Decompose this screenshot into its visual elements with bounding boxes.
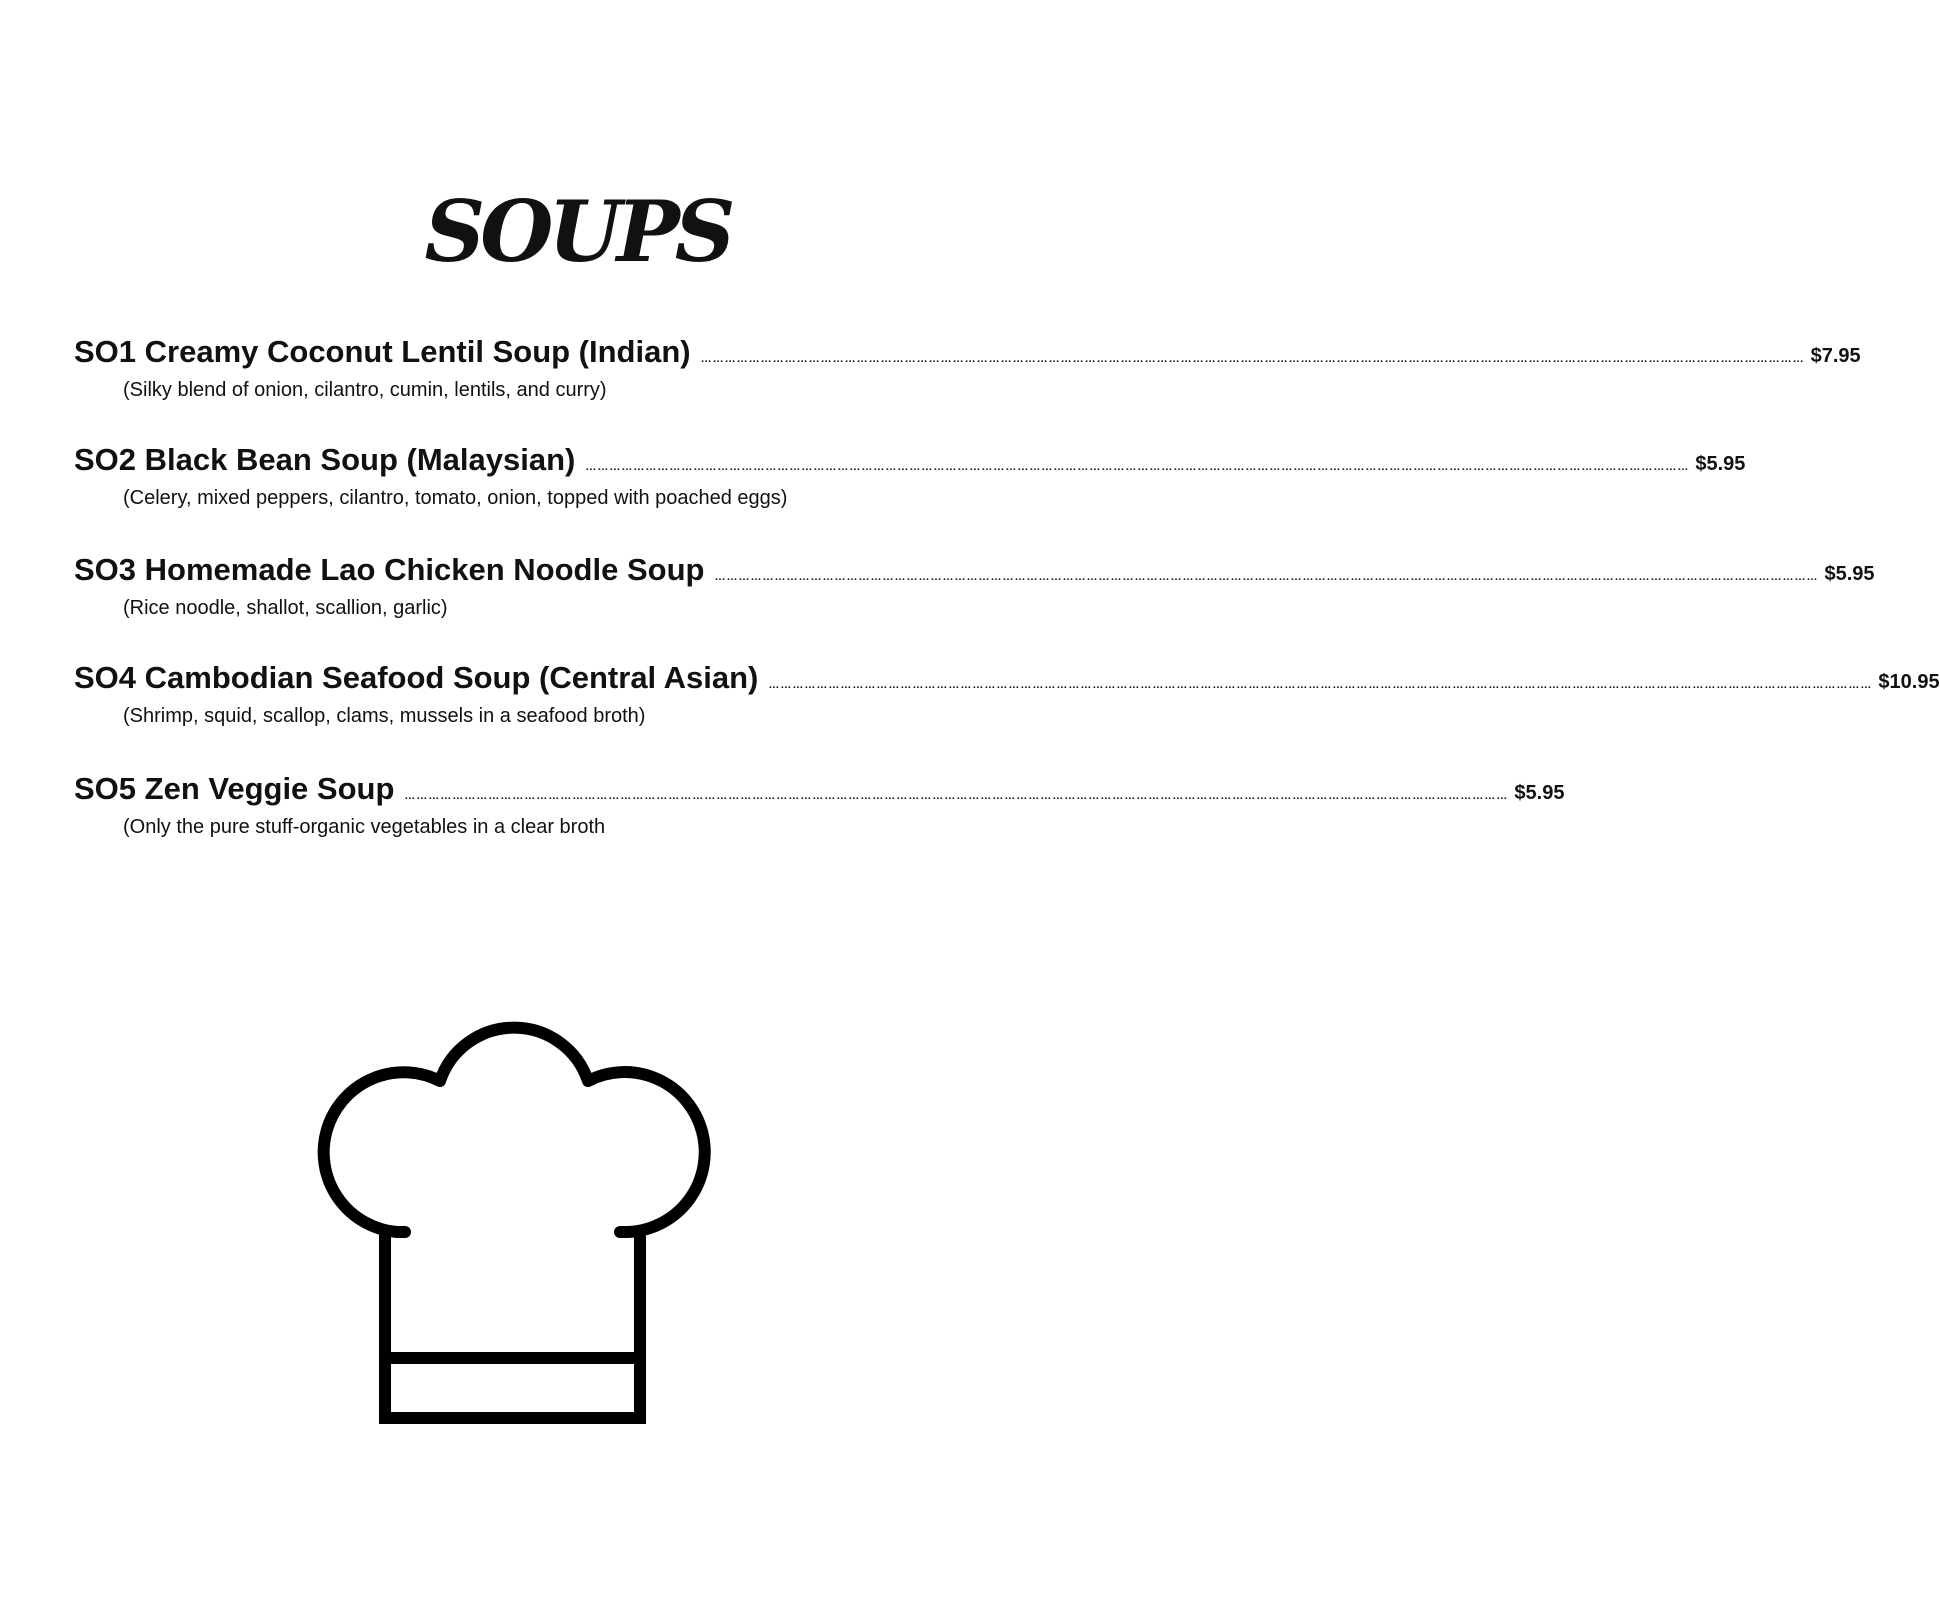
menu-item-price: $5.95 <box>1514 782 1565 804</box>
menu-item-so2 <box>74 438 1746 512</box>
menu-item-description: (Celery, mixed peppers, cilantro, tomato, onion, topped with poached eggs) <box>123 487 788 509</box>
menu-item-so4 <box>74 656 1940 730</box>
dot-leader: …………………………………………………………………………………………………………………………………………………………………………………………………………………………………………………… <box>404 790 1509 802</box>
dot-leader: …………………………………………………………………………………………………………………………………………………………………………………………………………………………………………………… <box>714 571 1819 583</box>
menu-item-price: $5.95 <box>1824 563 1875 585</box>
menu-item-description: (Rice noodle, shallot, scallion, garlic) <box>123 597 448 619</box>
menu-item-price: $7.95 <box>1810 345 1861 367</box>
menu-item-name: SO2 Black Bean Soup (Malaysian) <box>74 442 576 477</box>
dot-leader: …………………………………………………………………………………………………………………………………………………………………………………………………………………………………………………… <box>585 461 1690 473</box>
menu-item-description: (Shrimp, squid, scallop, clams, mussels in a seafood broth) <box>123 705 646 727</box>
dot-leader: …………………………………………………………………………………………………………………………………………………………………………………………………………………………………………………… <box>768 679 1873 691</box>
menu-item-name: SO3 Homemade Lao Chicken Noodle Soup <box>74 552 705 587</box>
menu-item-row <box>74 438 1746 482</box>
menu-item-name: SO1 Creamy Coconut Lentil Soup (Indian) <box>74 334 691 369</box>
menu-item-so5 <box>74 767 1565 841</box>
menu-item-row <box>74 548 1875 592</box>
menu-item-so3 <box>74 548 1875 622</box>
chef-hat-icon <box>300 1010 730 1430</box>
menu-item-name: SO5 Zen Veggie Soup <box>74 771 395 806</box>
menu-item-name: SO4 Cambodian Seafood Soup (Central Asian) <box>74 660 759 695</box>
menu-item-price: $5.95 <box>1695 453 1746 475</box>
menu-item-so1 <box>74 330 1861 404</box>
page-title: SOUPS <box>424 182 731 281</box>
dot-leader: …………………………………………………………………………………………………………………………………………………………………………………………………………………………………………………… <box>700 353 1805 365</box>
menu-item-price: $10.95 <box>1878 671 1940 693</box>
menu-item-row <box>74 656 1940 700</box>
menu-item-row <box>74 330 1861 374</box>
menu-item-row <box>74 767 1565 811</box>
menu-item-description: (Silky blend of onion, cilantro, cumin, lentils, and curry) <box>123 379 607 401</box>
menu-item-description: (Only the pure stuff-organic vegetables in a clear broth <box>123 816 606 838</box>
